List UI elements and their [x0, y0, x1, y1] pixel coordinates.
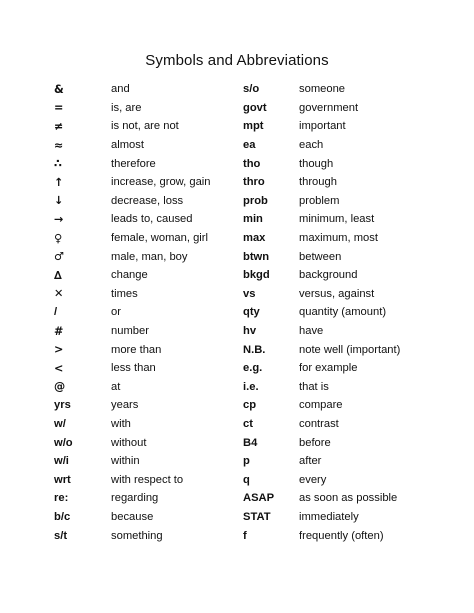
- symbol-term: ↑: [54, 175, 64, 189]
- symbol-meaning: or: [111, 306, 121, 319]
- symbol-meaning: with respect to: [111, 473, 184, 486]
- list-item: [243, 285, 400, 304]
- list-item: [54, 322, 211, 341]
- symbol-term: >: [54, 343, 64, 357]
- list-item: [243, 508, 400, 527]
- symbol-meaning: number: [111, 325, 149, 338]
- symbol-term: thro: [243, 176, 265, 189]
- list-item: [54, 303, 211, 322]
- symbol-meaning: that is: [299, 380, 329, 393]
- list-item: [243, 526, 400, 545]
- list-item: [54, 489, 211, 508]
- list-item: [54, 117, 211, 136]
- list-item: [54, 508, 211, 527]
- symbol-meaning: more than: [111, 343, 162, 356]
- symbol-meaning: almost: [111, 139, 144, 152]
- symbol-meaning: each: [299, 139, 324, 152]
- list-item: [54, 285, 211, 304]
- symbol-meaning: have: [299, 325, 324, 338]
- symbol-meaning: female, woman, girl: [111, 232, 208, 245]
- symbol-term: @: [54, 380, 66, 394]
- symbol-term: /: [54, 306, 58, 319]
- list-item: [243, 303, 400, 322]
- symbol-meaning: after: [299, 455, 322, 468]
- list-item: [54, 359, 211, 378]
- list-item: [243, 396, 400, 415]
- symbol-meaning: minimum, least: [299, 213, 375, 226]
- symbol-meaning: less than: [111, 362, 156, 375]
- symbol-meaning: and: [111, 83, 130, 96]
- symbol-meaning: is, are: [111, 101, 142, 114]
- list-item: [243, 80, 400, 99]
- symbol-meaning: government: [299, 101, 359, 114]
- symbol-term: btwn: [243, 250, 270, 263]
- symbol-meaning: regarding: [111, 492, 159, 505]
- symbol-term: ASAP: [243, 492, 275, 505]
- symbol-term: s/o: [243, 83, 260, 96]
- list-item: [54, 378, 211, 397]
- list-item: [243, 99, 400, 118]
- symbol-meaning: immediately: [299, 510, 359, 523]
- symbol-term: ≈: [54, 138, 64, 152]
- symbol-term: w/o: [54, 436, 73, 449]
- symbol-meaning: before: [299, 436, 331, 449]
- symbol-meaning: is not, are not: [111, 120, 179, 133]
- symbol-meaning: note well (important): [299, 343, 401, 356]
- symbol-term: b/c: [54, 510, 71, 523]
- list-item: [243, 154, 400, 173]
- symbol-meaning: problem: [299, 194, 340, 207]
- symbol-term: ✕: [54, 287, 64, 301]
- symbol-meaning: therefore: [111, 157, 156, 170]
- list-item: [243, 433, 400, 452]
- list-item: [54, 470, 211, 489]
- symbol-meaning: important: [299, 120, 346, 133]
- symbol-meaning: through: [299, 176, 337, 189]
- list-item: [54, 80, 211, 99]
- symbol-term: ♀: [54, 231, 63, 245]
- list-item: [243, 378, 400, 397]
- symbol-meaning: background: [299, 269, 358, 282]
- symbol-term: yrs: [54, 399, 71, 412]
- symbols-column-left: [54, 80, 211, 545]
- list-item: [243, 210, 400, 229]
- symbol-term: mpt: [243, 120, 264, 133]
- list-item: [54, 154, 211, 173]
- symbol-meaning: maximum, most: [299, 232, 378, 245]
- symbol-term: ♂: [54, 250, 65, 264]
- symbol-term: q: [243, 473, 250, 486]
- list-item: [54, 340, 211, 359]
- symbol-term: max: [243, 232, 266, 245]
- symbol-term: cp: [243, 399, 257, 412]
- symbol-term: prob: [243, 194, 268, 207]
- symbol-term: s/t: [54, 529, 68, 542]
- symbol-meaning: at: [111, 380, 121, 393]
- symbol-meaning: though: [299, 157, 334, 170]
- symbol-term: w/i: [54, 455, 69, 468]
- list-item: [243, 173, 400, 192]
- symbol-term: f: [243, 529, 247, 542]
- symbol-meaning: quantity (amount): [299, 306, 387, 319]
- symbol-term: w/: [54, 417, 66, 430]
- symbol-term: min: [243, 213, 263, 226]
- symbol-term: STAT: [243, 510, 271, 523]
- list-item: [54, 173, 211, 192]
- symbol-meaning: decrease, loss: [111, 194, 184, 207]
- list-item: [243, 192, 400, 211]
- symbol-meaning: within: [111, 455, 140, 468]
- symbol-meaning: someone: [299, 83, 346, 96]
- symbol-term: tho: [243, 157, 261, 170]
- symbol-term: <: [54, 361, 64, 375]
- symbol-term: ∴: [54, 157, 62, 171]
- list-item: [243, 117, 400, 136]
- list-item: [243, 322, 400, 341]
- list-item: [243, 247, 400, 266]
- list-item: [54, 526, 211, 545]
- symbol-meaning: leads to, caused: [111, 213, 193, 226]
- symbol-term: vs: [243, 287, 256, 300]
- symbol-meaning: frequently (often): [299, 529, 384, 542]
- symbol-meaning: change: [111, 269, 148, 282]
- symbol-term: ea: [243, 139, 256, 152]
- symbol-meaning: every: [299, 473, 327, 486]
- list-item: [54, 136, 211, 155]
- list-item: [54, 452, 211, 471]
- symbol-meaning: without: [111, 436, 147, 449]
- symbol-meaning: male, man, boy: [111, 250, 188, 263]
- symbol-term: govt: [243, 101, 267, 114]
- symbol-meaning: with: [111, 417, 131, 430]
- list-item: [54, 229, 211, 248]
- list-item: [243, 452, 400, 471]
- list-item: [54, 210, 211, 229]
- symbol-meaning: contrast: [299, 417, 339, 430]
- list-item: [54, 266, 211, 285]
- list-item: [243, 266, 400, 285]
- list-item: [54, 396, 211, 415]
- symbol-meaning: because: [111, 510, 154, 523]
- list-item: [243, 340, 400, 359]
- symbol-term: qty: [243, 306, 260, 319]
- list-item: [54, 99, 211, 118]
- list-item: [243, 415, 400, 434]
- list-item: [243, 229, 400, 248]
- symbol-term: N.B.: [243, 343, 266, 356]
- symbol-meaning: versus, against: [299, 287, 375, 300]
- symbol-term: wrt: [54, 473, 71, 486]
- symbol-meaning: between: [299, 250, 342, 263]
- list-item: [54, 415, 211, 434]
- list-item: [54, 433, 211, 452]
- symbol-meaning: as soon as possible: [299, 492, 398, 505]
- symbol-term: =: [54, 101, 64, 115]
- symbol-term: hv: [243, 325, 257, 338]
- list-item: [243, 359, 400, 378]
- symbol-meaning: times: [111, 287, 138, 300]
- symbol-term: B4: [243, 436, 258, 449]
- list-item: [54, 247, 211, 266]
- symbol-term: bkgd: [243, 269, 270, 282]
- abbreviations-column-right: [243, 80, 400, 545]
- list-item: [243, 470, 400, 489]
- symbol-term: ≠: [54, 119, 64, 133]
- symbol-meaning: years: [111, 399, 139, 412]
- list-item: [54, 192, 211, 211]
- symbol-term: #: [54, 324, 64, 338]
- symbol-term: p: [243, 455, 250, 468]
- symbol-term: i.e.: [243, 380, 259, 393]
- symbol-term: re:: [54, 492, 69, 505]
- symbol-meaning: for example: [299, 362, 358, 375]
- list-item: [243, 489, 400, 508]
- symbol-term: →: [54, 212, 64, 226]
- symbol-term: e.g.: [243, 362, 263, 375]
- symbol-term: ∆: [54, 268, 62, 282]
- page-title: Symbols and Abbreviations: [145, 52, 329, 69]
- symbol-meaning: increase, grow, gain: [111, 176, 211, 189]
- list-item: [243, 136, 400, 155]
- symbol-meaning: something: [111, 529, 163, 542]
- symbol-meaning: compare: [299, 399, 343, 412]
- symbol-term: ↓: [54, 194, 64, 208]
- symbol-term: &: [54, 82, 64, 96]
- symbol-term: ct: [243, 417, 253, 430]
